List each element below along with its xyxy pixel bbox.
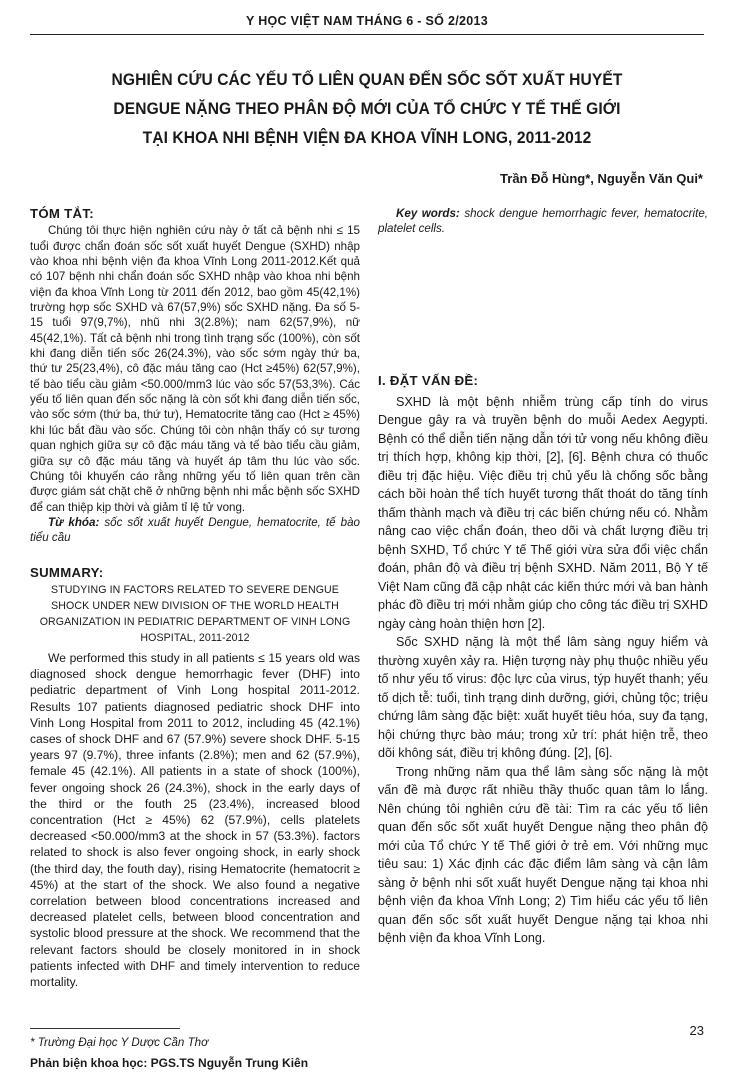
title-line-1: NGHIÊN CỨU CÁC YẾU TỐ LIÊN QUAN ĐẾN SỐC SỐT XUẤT HUYẾT (111, 71, 623, 89)
summary-heading: SUMMARY: (30, 564, 104, 580)
summary-keywords (378, 206, 708, 237)
authors: Trần Đỗ Hùng*, Nguyễn Văn Qui* (500, 171, 703, 186)
intro-section (378, 372, 708, 948)
title-line-2: DENGUE NẶNG THEO PHÂN ĐỘ MỚI CỦA TỔ CHỨC Y TẾ THẾ GIỚI (113, 100, 621, 118)
keywords-en-label: Key words: (396, 207, 460, 220)
header-divider (30, 34, 704, 35)
summary-body: We performed this study in all patients ≤ 15 years old was diagnosed shock dengue hemorrhagic fever (DHF) into pediatric department of Vinh Long hospital 2011-2012. Results 107 patients diagnosed pediatric shock DHF into Vinh Long Hospital from 2011 to 2012, including 45 (42.1%) cases of shock DHF and 67 (57.9%) severe shock DHF. 5-15 years 97 (9.7%), three infants (2.8%); men and 62 (57.9%), female 45 (42.1%). All patients in a state of shock (100%), fever ongoing shock 26 (24.3%), shock in the early days of the third or the fouth 25 (23.4%), increased blood concentration (Hct ≥ 45%) 62 (57.9%), cells platelets decreased <50.000/mm3 at the shock in 57 (53.3%). factors related to shock is also fever ongoing shock, in early shock (the third day, the fouth day), rising Hematocrite (hematocrit ≥ 45%) at the start of the shock. We also found a negative correlation between blood concentrations increased and decreased platelet cells, between blood concentration and systolic blood pressure at the shock. We recommend that the relevant factors should be closely monitored in in shock patients infected with DHF and timely intervention to reduce mortality. (30, 650, 360, 989)
footnote-divider (30, 1028, 180, 1029)
affiliation-footnote: * Trường Đại học Y Dược Cần Thơ (30, 1036, 209, 1049)
abstract-vi-body: Chúng tôi thực hiện nghiên cứu này ở tất cả bệnh nhi ≤ 15 tuổi được chẩn đoán sốc sốt xuất huyết Dengue (SXHD) nhập vào khoa nhi bệnh viện đa khoa Vĩnh Long 2011-2012.Kết quả có 107 bệnh nhi chẩn đoán sốc SXHD nhập vào khoa nhi bệnh viện đa khoa Vĩnh Long từ 2011 đến 2012, bao gồm 45(42,1%) trường hợp sốc SXHD và 67(57,9%) sốc SXHD nặng. Đa số 5-15 tuổi 97(9,7%), nhũ nhi 3(2.8%); nam 62(57,9%), nữ 45(42,1%). Tất cả bệnh nhi trong tình trạng sốc (100%), còn sốt khi đang diễn tiến sốc 26(24.3%), vào sốc sớm ngày thứ ba, thứ tư 25(23,4%), cô đặc máu tăng cao (Hct ≥45%) 62(57,9%), tế bào tiểu cầu giảm <50.000/mm3 lúc vào sốc 57(53,3%). Các yếu tố liên quan đến sốc nặng là còn sốt khi đang diễn tiến sốc, vào sốc sớm (thứ ba, thứ tư), Hematocrite tăng cao (Hct ≥ 45%) khi lúc bắt đầu vào sốc. Chúng tôi còn nhận thấy có sự tương quan nghịch giữa sự cô đặc máu tăng và tế bào tiểu cầu giảm, giữa sự cô đặc máu tăng và huyết áp tâm thu lúc vào sốc. Chúng tôi khuyến cáo rằng những yếu tố liên quan trên cần được giám sát chặt chẽ ở những bệnh nhi mắc bệnh sốc SXHD để can thiệp kịp thời và giảm tỉ lệ tử vong. (30, 224, 360, 514)
summary-title (30, 582, 360, 646)
keywords-en-text: shock dengue hemorrhagic fever, hematocrite, platelet cells. (378, 207, 708, 236)
summary-title-line-2: SHOCK UNDER NEW DIVISION OF THE WORLD HEALTH (51, 599, 339, 612)
intro-heading: I. ĐẶT VẤN ĐỀ: (378, 373, 479, 388)
page-number: 23 (689, 1023, 704, 1038)
keywords-vi-label: Từ khóa: (48, 515, 100, 529)
summary-title-line-3: ORGANIZATION IN PEDIATRIC DEPARTMENT OF VINH LONG (39, 615, 351, 628)
title-line-3: TẠI KHOA NHI BỆNH VIỆN ĐA KHOA VĨNH LONG, 2011-2012 (142, 129, 592, 147)
keywords-vi-text: sốc sốt xuất huyết Dengue, hematocrite, tế bào tiểu cầu (30, 515, 360, 545)
left-column (30, 206, 360, 990)
journal-header: Y HỌC VIỆT NAM THÁNG 6 - SỐ 2/2013 (246, 14, 488, 28)
intro-paragraph-1: SXHD là một bệnh nhiễm trùng cấp tính do virus Dengue gây ra và truyền bệnh do muỗi Aedex Aegypti. Bệnh có thể diễn tiến nặng dẫn tới tử vong nếu không điều trị thích hợp, không kịp thời, [2], [6]. Bệnh chưa có thuốc điều trị đặc hiệu. Việc điều trị chủ yếu là chống sốc bằng cách bồi hoàn thể tích huyết tương thất thoát do tăng tính thấm thành mạch và điều trị các biến chứng nếu có. Nhằm nâng cao việc chẩn đoán, theo dõi và chất lượng điều trị bệnh SXHD, Tổ chức Y tế Thế giới vừa sửa đổi việc chẩn đoán, phân độ và điều trị bệnh SXHD. Năm 2011, Bộ Y tế Việt Nam cũng đã cập nhật các kiến thức mới và ban hành phác đồ điều trị mới nhằm giúp cho công tác điều trị SXHD ngày càng hoàn thiện hơn [2]. (378, 394, 708, 631)
abstract-vi-keywords (30, 515, 360, 546)
summary-title-line-1: STUDYING IN FACTORS RELATED TO SEVERE DENGUE (51, 583, 339, 596)
intro-paragraph-3: Trong những năm qua thể lâm sàng sốc nặng là một vấn đề mà được rất nhiều thầy thuốc quan tâm lo lắng. Nên chúng tôi nghiên cứu đề tài: Tìm ra các yếu tố liên quan đến sốc sốt xuất huyết Dengue nặng theo phân độ mới của Tổ chức Y tế Thế giới ở trẻ em. Với những mục tiêu sau: 1) Xác định các đặc điểm lâm sàng và cận lâm sàng ở bệnh nhi sốt xuất huyết Dengue nặng tại khoa nhi bệnh viện đa khoa Vĩnh Long; 2) Tìm hiểu các yếu tố liên quan đến sốc sốt xuất huyết Dengue nặng tại khoa nhi bệnh viện đa khoa Vĩnh Long. (378, 764, 708, 945)
intro-paragraph-2: Sốc SXHD nặng là một thể lâm sàng nguy hiểm và thường xuyên xảy ra. Hiện tượng này phụ thuộc nhiều yếu tố như yếu tố virus: độc lực của virus, týp huyết thanh; yếu tố dịch tễ: tuổi, tình trạng dinh dưỡng, giới, chủng tộc; triệu chứng lâm sàng đặc biệt: xuất huyết tiêu hóa, suy đa tạng, hội chứng thực bào máu; trong xử trí: phát hiện trễ, theo dõi không sát, điều trị không đúng. [2], [6]. (378, 635, 708, 760)
abstract-vi-heading: TÓM TẮT: (30, 206, 94, 221)
right-column (378, 206, 708, 237)
reviewer-note: Phản biện khoa học: PGS.TS Nguyễn Trung Kiên (30, 1056, 309, 1070)
article-title (56, 66, 677, 153)
summary-title-line-4: HOSPITAL, 2011-2012 (140, 631, 250, 644)
